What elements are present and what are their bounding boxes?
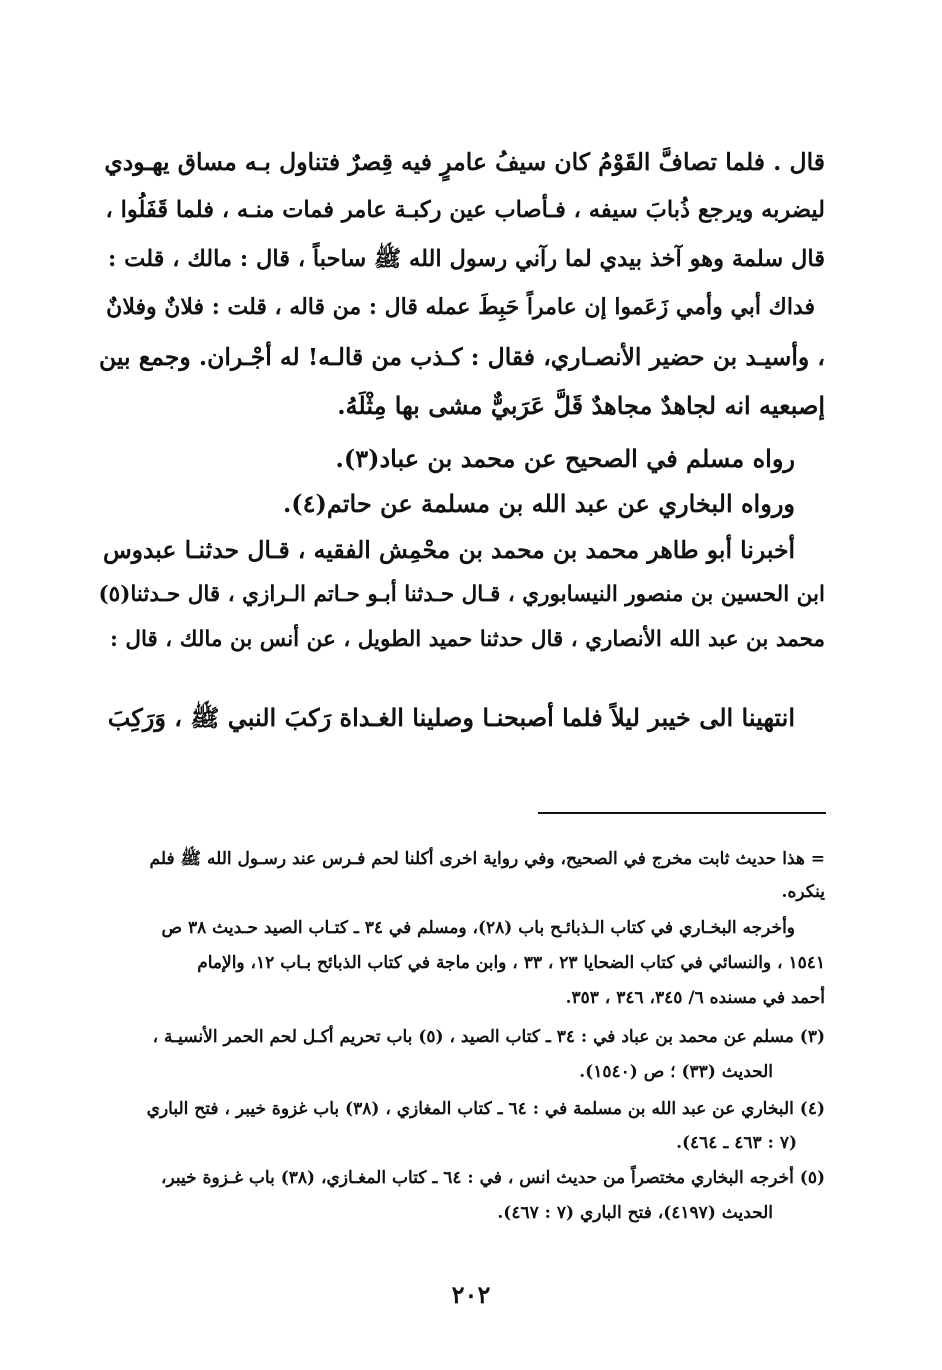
page-number: ٢٠٢ <box>451 1280 491 1309</box>
footnote-line: ينكره. <box>781 882 825 902</box>
text-line: قال . فلما تصافَّ القَوْمُ كان سيفُ عامرٍ فيه قِصرٌ فتناول بـه مساق يهـودي <box>104 148 825 176</box>
footnote-line: ١٥٤١ ، والنسائي في كتاب الضحايا ٢٣ ، ٣٣ ، وابن ماجة في كتاب الذبائح بـاب ١٢، والإمام <box>197 953 825 973</box>
text-line: ابن الحسين بن منصور النيسابوري ، قـال حـدثنا أبـو حـاتم الـرازي ، قال حـدثنا(٥) <box>98 582 825 607</box>
text-line: ليضربه ويرجع ذُبابَ سيفه ، فـأصاب عين ركبـة عامر فمات منـه ، فلما قَفَلُوا ، <box>105 197 825 223</box>
footnote-line: (٥) أخرجه البخاري مختصراً من حديث انس ، في : ٦٤ ـ كتاب المغـازي، (٣٨) باب غـزوة خيبر، <box>161 1168 825 1188</box>
footnote-line: أحمد في مسنده ٦/ ٣٤٥، ٣٤٦ ، ٣٥٣. <box>565 988 825 1008</box>
text-line: قال سلمة وهو آخذ بيدي لما رآني رسول الله ﷺ ساحباً ، قال : مالك ، قلت : <box>107 246 825 272</box>
text-line: انتهينا الى خيبر ليلاً فلما أصبحنـا وصلينا الغـداة رَكبَ النبي ﷺ ، وَرَكِبَ <box>107 703 795 732</box>
text-line: أخبرنا أبو طاهر محمد بن محمد بن محْمِش الفقيه ، قـال حدثنـا عبدوس <box>102 536 795 564</box>
footnote-line: (٣) مسلم عن محمد بن عباد في : ٣٤ ـ كتاب الصيد ، (٥) باب تحريم أكـل لحم الحمر الأنسيـة ، <box>152 1027 825 1047</box>
text-line: ورواه البخاري عن عبد الله بن مسلمة عن حاتم(٤). <box>282 489 795 518</box>
text-line: ، وأسيـد بن حضير الأنصـاري، فقال : كـذب من قالـه! له أجْـران. وجمع بين <box>99 343 825 371</box>
text-line: فداك أبي وأمي زَعَموا إن عامراً حَبِطَ عمله قال : من قاله ، قلت : فلانٌ وفلانٌ <box>106 294 815 320</box>
text-line: محمد بن عبد الله الأنصاري ، قال حدثنا حميد الطويل ، عن أنس بن مالك ، قال : <box>109 627 825 652</box>
footnote-line: الحديث (٣٣) ؛ ص (١٥٤٠). <box>579 1062 773 1082</box>
footnote-line: (٧ : ٤٦٣ ـ ٤٦٤). <box>676 1133 797 1153</box>
footnote-line: = هذا حديث ثابت مخرج في الصحيح، وفي رواية اخرى أكلنا لحم فـرس عند رسـول الله ﷺ فلم <box>149 849 825 869</box>
text-line: رواه مسلم في الصحيح عن محمد بن عباد(٣). <box>335 444 795 473</box>
text-line: إصبعيه انه لجاهدٌ مجاهدٌ قَلَّ عَرَبيٌّ مشى بها مِثْلَهُ. <box>337 391 825 420</box>
footnote-line: (٤) البخاري عن عبد الله بن مسلمة في : ٦٤ ـ كتاب المغازي ، (٣٨) باب غزوة خيبر ، فتح الباري <box>146 1099 825 1119</box>
footnote-line: الحديث (٤١٩٧)، فتح الباري (٧ : ٤٦٧). <box>497 1203 773 1223</box>
footnote-line: وأخرجه البخـاري في كتاب الـذبائـح باب (٢٨)، ومسلم في ٣٤ ـ كتـاب الصيد حـديث ٣٨ ص <box>161 918 795 938</box>
footnote-separator <box>538 812 826 814</box>
